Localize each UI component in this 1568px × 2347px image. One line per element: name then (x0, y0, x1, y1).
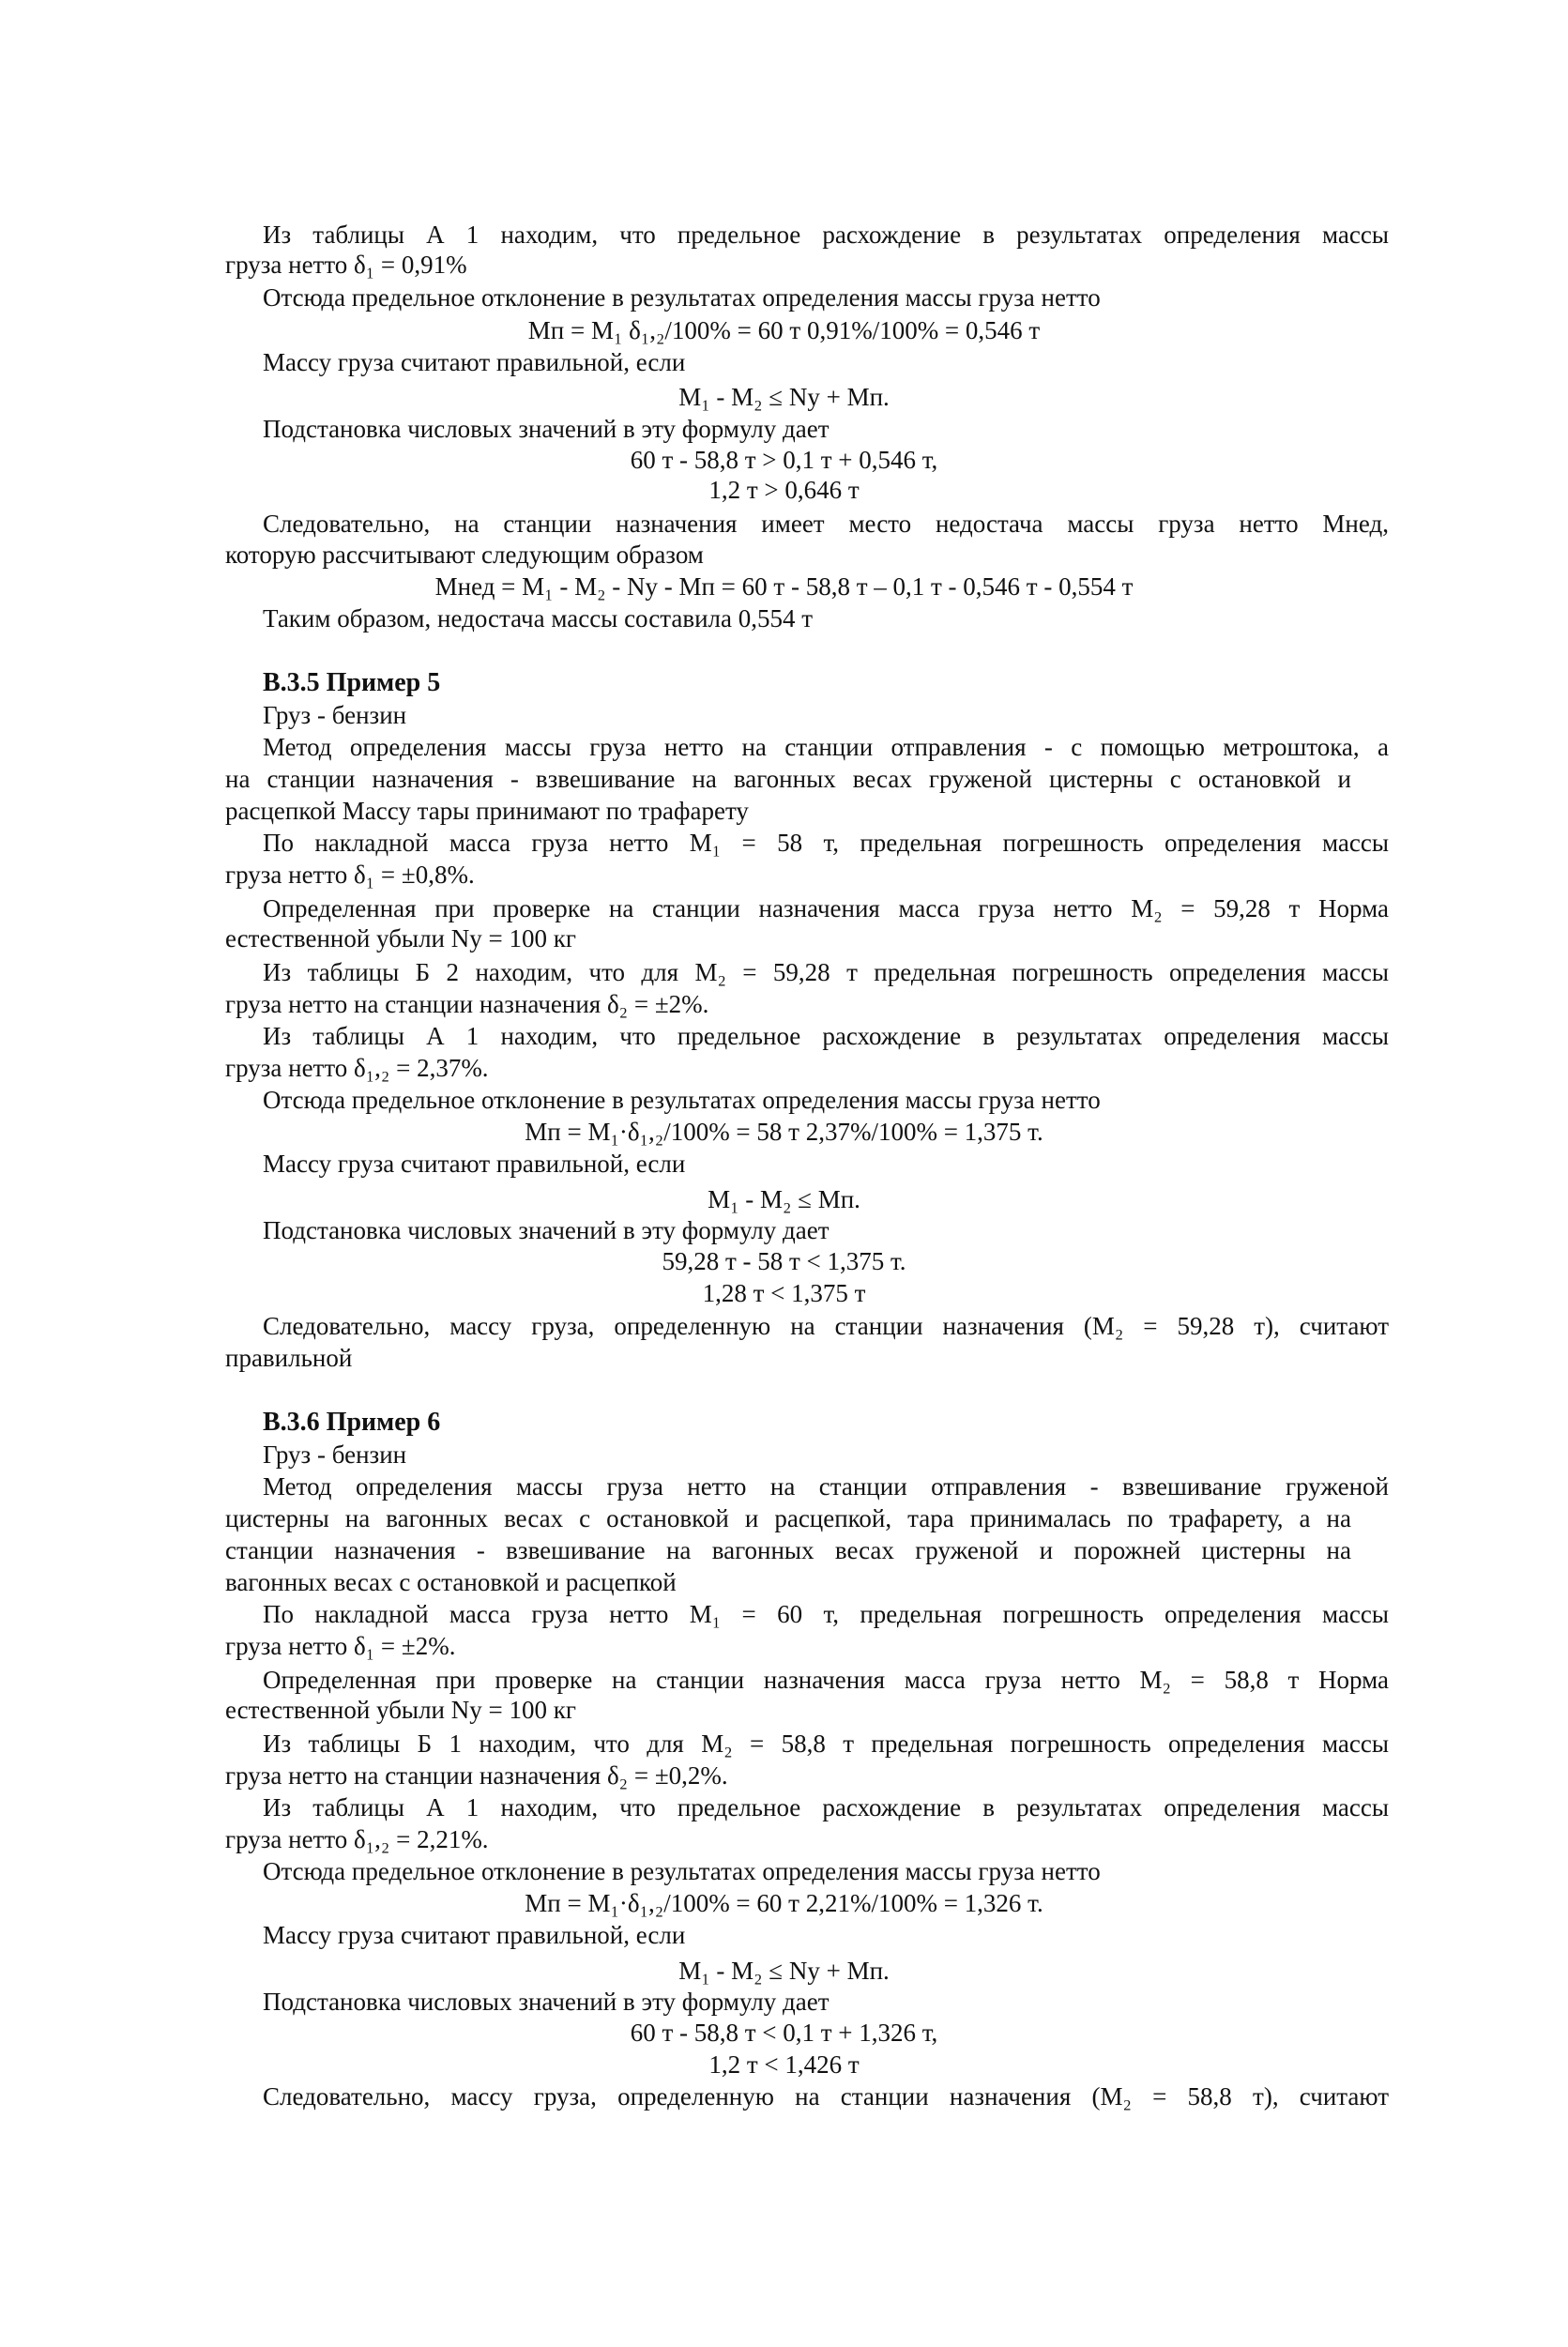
formula-line: 60 т - 58,8 т > 0,1 т + 0,546 т, (630, 446, 938, 474)
formula-line: Mнед = M₁ - M₂ - Nу - Mп = 60 т - 58,8 т – 0,1 т - 0,546 т - 0,554 т (434, 572, 1134, 601)
formula-line: 60 т - 58,8 т < 0,1 т + 1,326 т, (630, 2019, 938, 2047)
text-line: Отсюда предельное отклонение в результатах определения массы груза нетто (263, 1086, 1101, 1114)
text-line: станции назначения - взвешивание на вагонных весах груженой и порожней цистерны на (225, 1536, 1351, 1564)
text-line: Следовательно, массу груза, определенную на станции назначения (M₂ = 58,8 т), считают (263, 2082, 1389, 2111)
text-line: Следовательно, на станции назначения имеет место недостача массы груза нетто Mнед, (263, 510, 1389, 538)
formula-line: M₁ - M₂ ≤ Mп. (708, 1185, 860, 1213)
text-line: Массу груза считают правильной, если (263, 1150, 686, 1178)
text-line: Из таблицы А 1 находим, что предельное расхождение в результатах определения массы (263, 1793, 1389, 1821)
text-line: Следовательно, массу груза, определенную на станции назначения (M₂ = 59,28 т), считают (263, 1312, 1389, 1340)
formula-line: Mп = M₁·δ₁,₂/100% = 58 т 2,37%/100% = 1,375 т. (525, 1118, 1043, 1146)
text-line: Из таблицы А 1 находим, что предельное расхождение в результатах определения массы (263, 221, 1389, 249)
text-line: По накладной масса груза нетто M₁ = 58 т, предельная погрешность определения массы (263, 829, 1389, 857)
text-line: цистерны на вагонных весах с остановкой и расцепкой, тара принималась по трафарету, а на (225, 1504, 1351, 1532)
text-line: груза нетто δ₁,₂ = 2,21%. (225, 1825, 489, 1853)
text-line: груза нетто на станции назначения δ₂ = ±2%. (225, 990, 709, 1018)
formula-line: 59,28 т - 58 т < 1,375 т. (662, 1247, 906, 1275)
text-line: Груз - бензин (263, 1440, 407, 1469)
text-line: Определенная при проверке на станции назначения масса груза нетто M₂ = 58,8 т Норма (263, 1666, 1389, 1694)
section-heading: В.3.5 Пример 5 (263, 668, 441, 697)
text-line: Метод определения массы груза нетто на станции отправления - взвешивание груженой (263, 1472, 1389, 1501)
text-line: Таким образом, недостача массы составила 0,554 т (263, 604, 814, 632)
text-line: Из таблицы А 1 находим, что предельное расхождение в результатах определения массы (263, 1022, 1389, 1050)
formula-line: Mп = M₁ δ₁,₂/100% = 60 т 0,91%/100% = 0,546 т (527, 316, 1041, 344)
formula-line: 1,2 т > 0,646 т (708, 476, 860, 504)
text-line: которую рассчитывают следующим образом (225, 541, 704, 569)
formula-line: M₁ - M₂ ≤ Nу + Mп. (678, 383, 890, 411)
text-line: Отсюда предельное отклонение в результатах определения массы груза нетто (263, 1857, 1101, 1885)
text-line: Из таблицы Б 1 находим, что для M₂ = 58,8 т предельная погрешность определения массы (263, 1730, 1389, 1758)
text-line: груза нетто δ₁ = ±0,8%. (225, 861, 475, 889)
section-heading: В.3.6 Пример 6 (263, 1408, 441, 1437)
text-line: Определенная при проверке на станции назначения масса груза нетто M₂ = 59,28 т Норма (263, 894, 1389, 922)
text-line: Груз - бензин (263, 701, 407, 729)
formula-line: 1,2 т < 1,426 т (708, 2050, 860, 2079)
text-line: Массу груза считают правильной, если (263, 348, 686, 376)
text-line: Подстановка числовых значений в эту формулу дает (263, 415, 830, 443)
text-line: Отсюда предельное отклонение в результатах определения массы груза нетто (263, 283, 1101, 312)
text-line: Массу груза считают правильной, если (263, 1921, 686, 1949)
text-line: Подстановка числовых значений в эту формулу дает (263, 1216, 830, 1244)
text-line: По накладной масса груза нетто M₁ = 60 т, предельная погрешность определения массы (263, 1600, 1389, 1628)
formula-line: M₁ - M₂ ≤ Nу + Mп. (678, 1957, 890, 1985)
text-line: правильной (225, 1344, 353, 1372)
formula-line: 1,28 т < 1,375 т (702, 1279, 866, 1307)
text-line: груза нетто δ₁,₂ = 2,37%. (225, 1054, 489, 1082)
text-line: на станции назначения - взвешивание на вагонных весах груженой цистерны с остановкой и (225, 765, 1351, 793)
text-line: расцепкой Массу тары принимают по трафарету (225, 797, 749, 825)
text-line: естественной убыли Nу = 100 кг (225, 1696, 576, 1724)
formula-line: Mп = M₁·δ₁,₂/100% = 60 т 2,21%/100% = 1,326 т. (525, 1889, 1043, 1917)
text-line: вагонных весах с остановкой и расцепкой (225, 1568, 677, 1596)
text-line: груза нетто δ₁ = ±2%. (225, 1632, 456, 1660)
text-line: Подстановка числовых значений в эту формулу дает (263, 1988, 830, 2016)
text-line: Из таблицы Б 2 находим, что для M₂ = 59,28 т предельная погрешность определения массы (263, 958, 1389, 986)
text-line: груза нетто δ₁ = 0,91% (225, 251, 467, 279)
text-line: Метод определения массы груза нетто на станции отправления - с помощью метроштока, а (263, 733, 1389, 761)
text-line: естественной убыли Nу = 100 кг (225, 924, 576, 953)
text-line: груза нетто на станции назначения δ₂ = ±0,2%. (225, 1761, 728, 1790)
